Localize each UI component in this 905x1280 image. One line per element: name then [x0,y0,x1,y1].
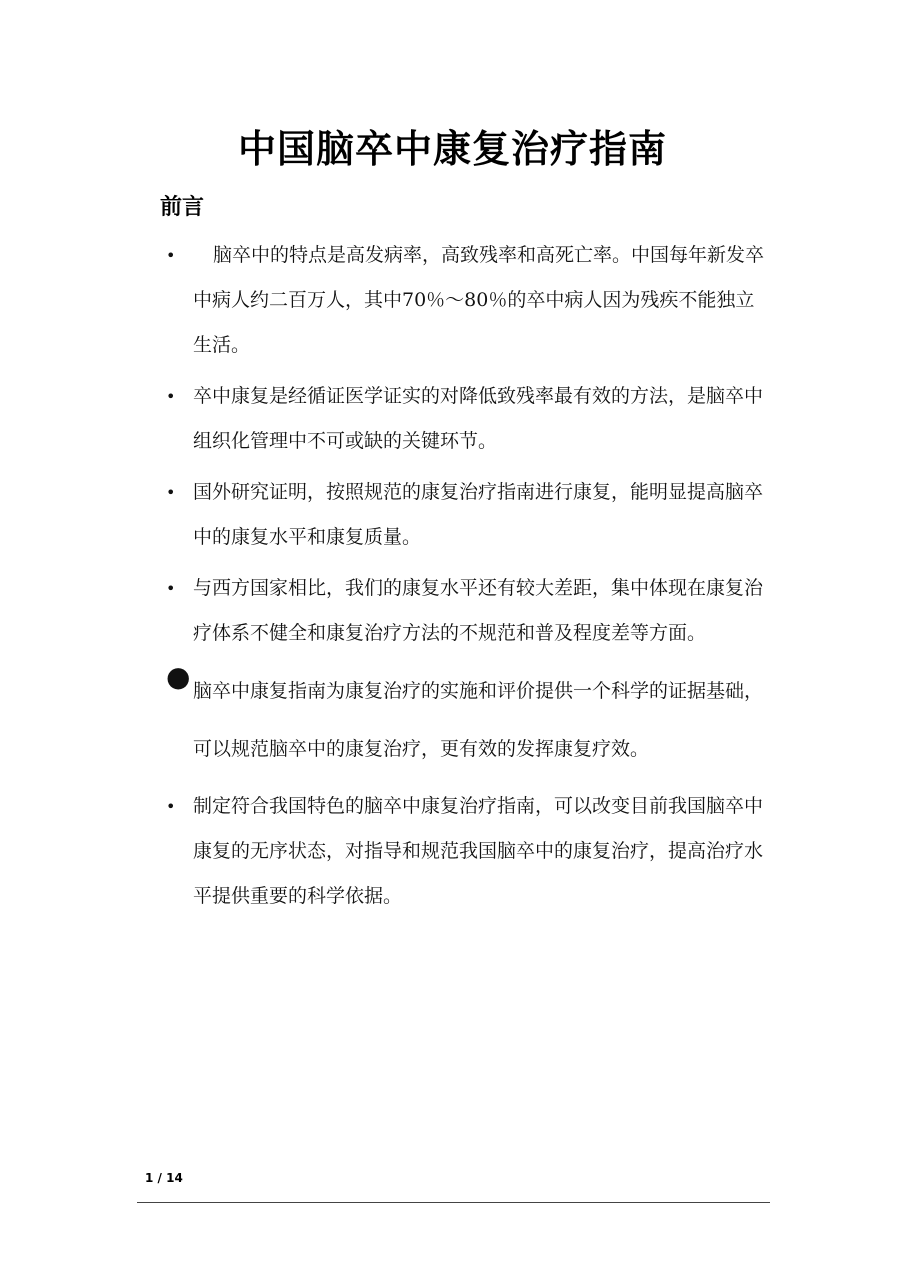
list-item-text: 脑卒中的特点是高发病率，高致残率和高死亡率。中国每年新发卒中病人约二百万人，其中70％～80％的卒中病人因为残疾不能独立生活。 [193,244,765,356]
document-title: 中国脑卒中康复治疗指南 [237,127,667,171]
list-item-text: 与西方国家相比，我们的康复水平还有较大差距，集中体现在康复治疗体系不健全和康复治疗方法的不规范和普及程度差等方面。 [193,577,764,644]
bullet-marker: • [166,579,176,598]
list-item [160,566,772,656]
bullet-marker: • [166,387,176,406]
section-heading: 前言 [160,195,205,220]
page-number: 1 / 14 [145,1171,183,1185]
list-item [160,470,772,560]
footer-divider [137,1202,770,1203]
bullet-marker: ● [166,660,191,693]
list-item-text: 国外研究证明，按照规范的康复治疗指南进行康复，能明显提高脑卒中的康复水平和康复质量。 [193,481,764,548]
bullet-marker: • [166,246,176,265]
list-item [160,233,772,368]
bullet-marker: • [166,797,176,816]
list-item-text: 卒中康复是经循证医学证实的对降低致残率最有效的方法，是脑卒中组织化管理中不可或缺的关键环节。 [193,385,764,452]
list-item-text: 制定符合我国特色的脑卒中康复治疗指南，可以改变目前我国脑卒中康复的无序状态，对指导和规范我国脑卒中的康复治疗，提高治疗水平提供重要的科学依据。 [193,795,764,907]
list-item [160,784,772,919]
list-item-text: 脑卒中康复指南为康复治疗的实施和评价提供一个科学的证据基础，可以规范脑卒中的康复治疗，更有效的发挥康复疗效。 [193,680,764,760]
bullet-list [160,233,772,925]
list-item [160,374,772,464]
bullet-marker: • [166,483,176,502]
list-item [160,662,772,778]
